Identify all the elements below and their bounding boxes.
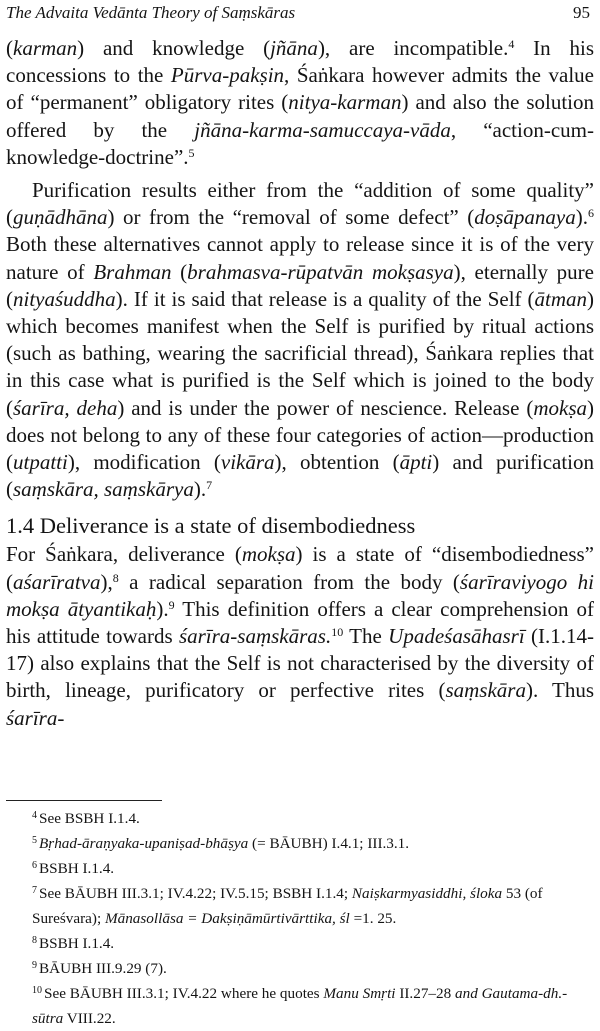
footnote-9: $^9$ BĀUBH III.9.29 (7). (32, 960, 167, 977)
paragraph-3: For Śaṅkara, deliverance (mokṣa) is a state of “disembodiedness” (aśarīratva),$^8$ a radical separation from the body (śarīraviyogo hi mokṣa ātyantikaḥ).$^9$ This definition offers a clear comprehension of his attitude towards śarīra-saṃskāras.$^{10}$ The Upadeśasāhasrī (I.1.14-17) also explains that the Self is not characterised by the diversity of birth, lineage, purificatory or perfective rites (saṃskāra). Thus śarīra- (6, 542, 595, 730)
footnote-6: $^6$ BSBH I.1.4. (32, 860, 115, 877)
running-head (6, 3, 590, 27)
footnote-rule (6, 800, 162, 801)
paragraph-1: (karman) and knowledge (jñāna), are incompatible.$^4$ In his concessions to the Pūrva-pakṣin, Śaṅkara however admits the value of “permanent” obligatory rites (nitya-karman) and also the solution offered by the jñāna-karma-samuccaya-vāda, “action-cum-knowledge-doctrine”.$^5$ (6, 36, 595, 169)
body-text (6, 35, 594, 732)
footnotes (6, 806, 592, 1031)
section-heading: 1.4 Deliverance is a state of disembodiedness (6, 513, 416, 539)
footnote-10: $^{10}$ See BĀUBH III.3.1; IV.4.22 where he quotes Manu Smṛti II.27–28 and Gautama-dh.-sūtra VIII.22. (32, 985, 568, 1027)
footnote-7: $^7$ See BĀUBH III.3.1; IV.4.22; IV.5.15; BSBH I.1.4; Naiṣkarmyasiddhi, śloka 53 (of Sureśvara); Mānasollāsa = Dakṣiṇāmūrtivārttika, śl =1. 25. (32, 885, 543, 927)
footnote-8: $^8$ BSBH I.1.4. (32, 935, 115, 952)
footnote-ref-5: 5 (188, 145, 195, 160)
footnote-ref-7: 7 (206, 478, 213, 493)
page-number: 95 (573, 3, 590, 22)
footnote-ref-10: 10 (331, 625, 344, 640)
footnote-5: $^5$ Bṛhad-āraṇyaka-upaniṣad-bhāṣya (= BĀUBH) I.4.1; III.3.1. (32, 835, 410, 852)
footnote-ref-6: 6 (588, 206, 594, 221)
footnote-ref-4: 4 (508, 37, 515, 51)
paragraph-2: Purification results either from the “addition of some quality” (guṇādhāna) or from the “removal of some defect” (doṣāpanaya).$^6$ Both these alternatives cannot apply to release since it is of the very nature of Brahman (brahmasva-rūpatvān mokṣasya), eternally pure (nityaśuddha). If it is said that release is a quality of the Self (ātman) which becomes manifest when the Self is purified by ritual actions (such as bathing, wearing the sacrificial thread), Śaṅkara replies that in this case what is purified is the Self which is joined to the body (śarīra, deha) and is under the power of nescience. Release (mokṣa) does not belong to any of these four categories of action—production (utpatti), modification (vikāra), obtention (āpti) and purification (saṃskāra, saṃskārya).$^7$ (6, 178, 595, 502)
footnote-ref-9: 9 (168, 597, 175, 612)
footnote-4: $^4$ See BSBH I.1.4. (32, 810, 140, 827)
footnote-ref-8: 8 (112, 570, 119, 585)
running-head-title: The Advaita Vedānta Theory of Saṃskāras (6, 3, 296, 22)
